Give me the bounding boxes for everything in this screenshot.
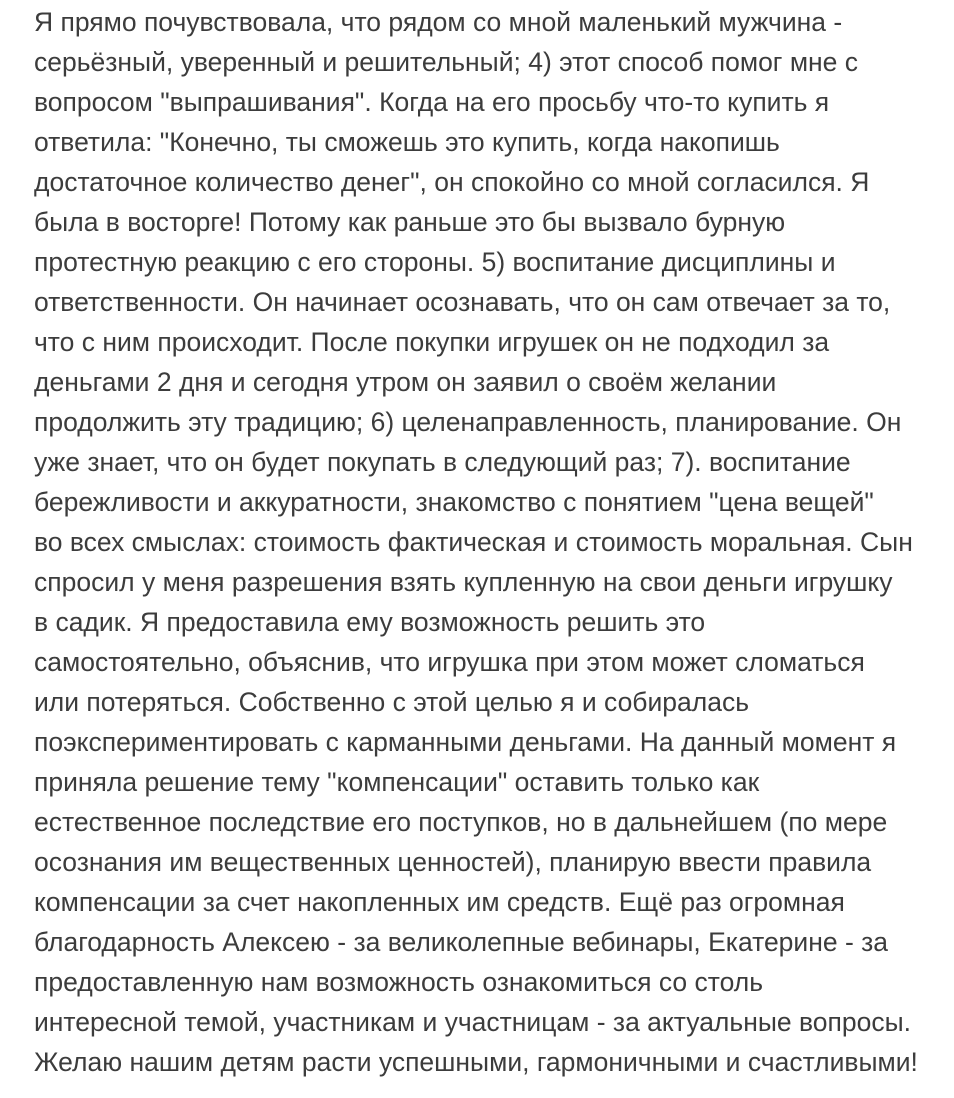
text-line: или потеряться. Собственно с этой целью я и собиралась — [34, 687, 750, 717]
text-line: бережливости и аккуратности, знакомство с понятием "цена вещей" — [34, 487, 874, 517]
text-line: осознания им вещественных ценностей), планирую ввести правила — [34, 847, 872, 877]
text-line: что с ним происходит. После покупки игрушек он не подходил за — [34, 327, 830, 357]
text-line: во всех смыслах: стоимость фактическая и стоимость моральная. Сын — [34, 527, 913, 557]
text-line: благодарность Алексею - за великолепные вебинары, Екатерине - за — [34, 927, 889, 957]
text-line: деньгами 2 дня и сегодня утром он заявил о своём желании — [34, 367, 777, 397]
text-line: серьёзный, уверенный и решительный; 4) этот способ помог мне с — [34, 47, 859, 77]
text-line: была в восторге! Потому как раньше это бы вызвало бурную — [34, 207, 786, 237]
text-line: естественное последствие его поступков, но в дальнейшем (по мере — [34, 807, 888, 837]
text-line: протестную реакцию с его стороны. 5) воспитание дисциплины и — [34, 247, 836, 277]
text-line: уже знает, что он будет покупать в следующий раз; 7). воспитание — [34, 447, 851, 477]
text-line: компенсации за счет накопленных им средств. Ещё раз огромная — [34, 887, 845, 917]
article-text — [34, 0, 954, 1082]
text-line: продолжить эту традицию; 6) целенаправленность, планирование. Он — [34, 407, 902, 437]
text-line: в садик. Я предоставила ему возможность решить это — [34, 607, 706, 637]
text-line: интересной темой, участникам и участницам - за актуальные вопросы. — [34, 1007, 911, 1037]
text-line: вопросом "выпрашивания". Когда на его просьбу что-то купить я — [34, 87, 830, 117]
text-line: ответственности. Он начинает осознавать, что он сам отвечает за то, — [34, 287, 891, 317]
text-line: Желаю нашим детям расти успешными, гармоничными и счастливыми! — [34, 1047, 918, 1077]
text-line: самостоятельно, объяснив, что игрушка при этом может сломаться — [34, 647, 865, 677]
text-line: ответила: "Конечно, ты сможешь это купить, когда накопишь — [34, 127, 780, 157]
text-line: Я прямо почувствовала, что рядом со мной маленький мужчина - — [34, 7, 843, 37]
text-line: предоставленную нам возможность ознакомиться со столь — [34, 967, 764, 997]
text-line: спросил у меня разрешения взять купленную на свои деньги игрушку — [34, 567, 893, 597]
text-line: достаточное количество денег", он спокойно со мной согласился. Я — [34, 167, 870, 197]
text-line: приняла решение тему "компенсации" оставить только как — [34, 767, 760, 797]
text-line: поэкспериментировать с карманными деньгами. На данный момент я — [34, 727, 897, 757]
